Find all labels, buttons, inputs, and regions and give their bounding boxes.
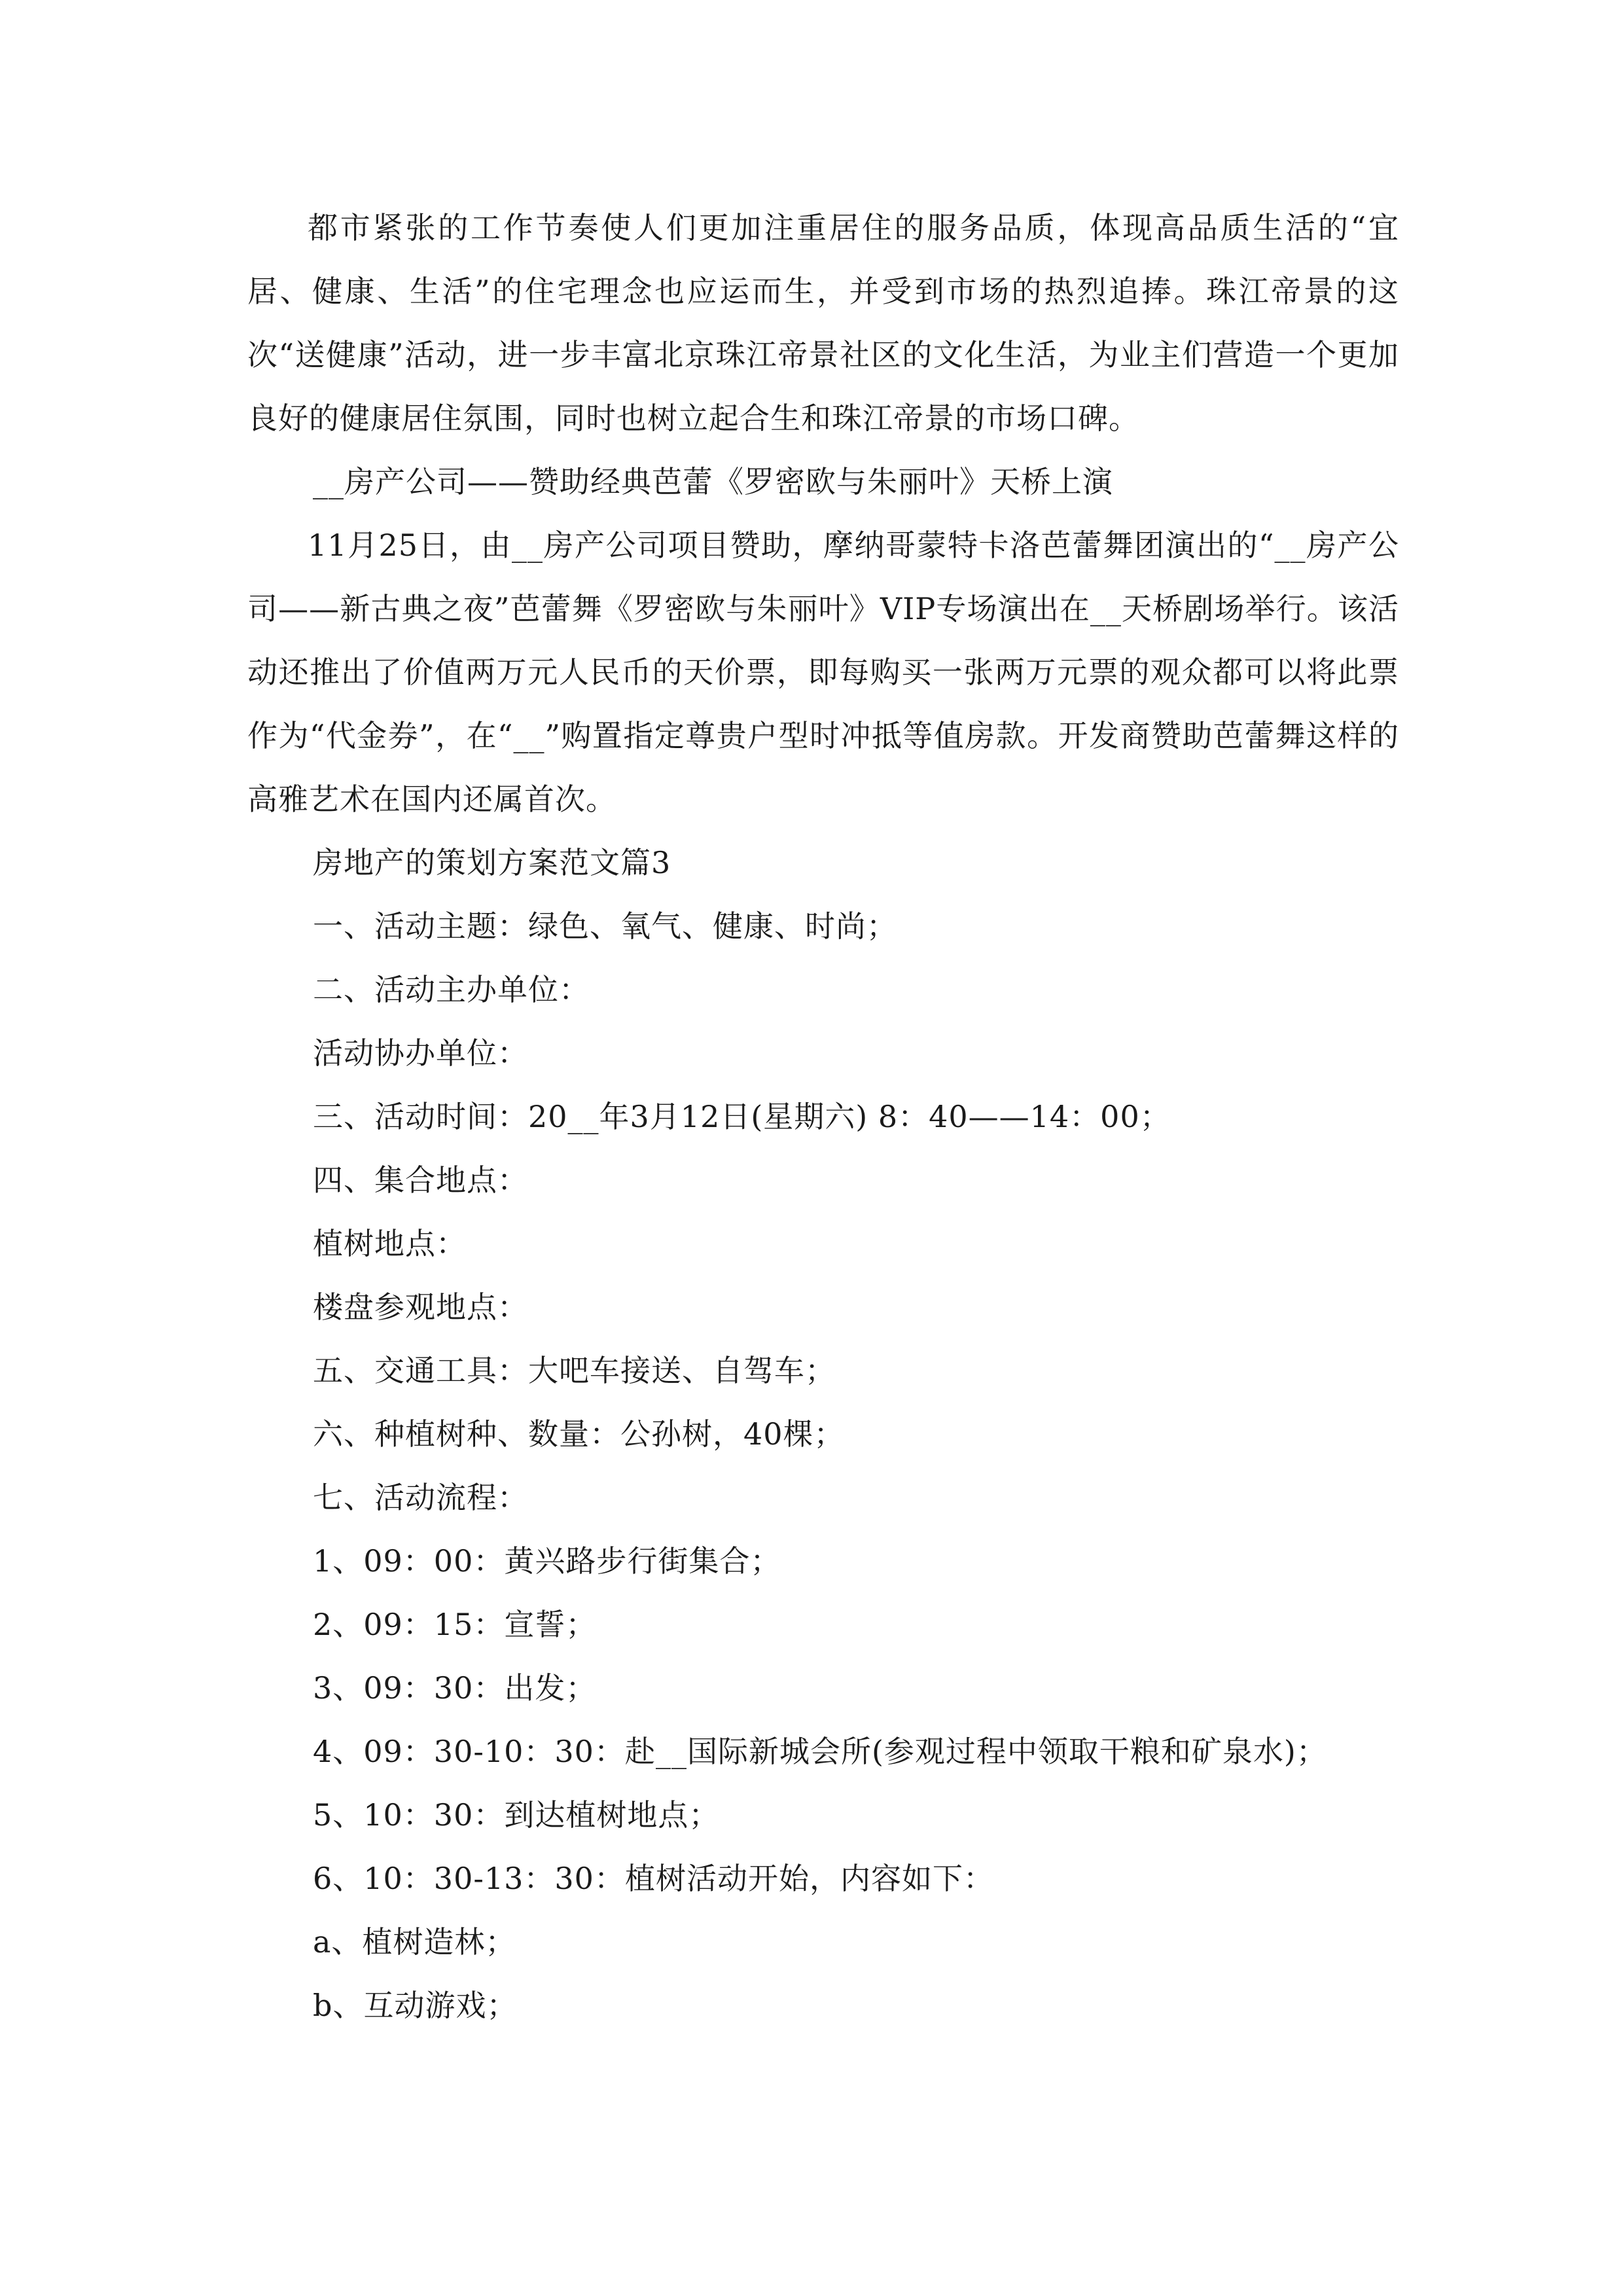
list-item: 三、活动时间：20__年3月12日(星期六) 8：40——14：00； [313,1099,1171,1134]
list-item: 四、集合地点： [313,1162,528,1198]
paragraph-intro: 都市紧张的工作节奏使人们更加注重居住的服务品质，体现高品质生活的“宜居、健康、生活”的住宅理念也应运而生，并受到市场的热烈追捧。珠江帝景的这次“送健康”活动，进一步丰富北京珠江帝景社区的文化生活，为业主们营造一个更加良好的健康居住氛围，同时也树立起合生和珠江帝景的市场口碑。 [247,210,1399,436]
document-body [247,196,1399,2037]
list-item: 六、种植树种、数量：公孙树，40棵； [313,1416,845,1452]
list-item: 活动协办单位： [313,1035,528,1071]
list-item: 5、10：30：到达植树地点； [313,1797,720,1833]
list-item: b、互动游戏； [313,1988,518,2023]
list-item: 1、09：00：黄兴路步行街集合； [313,1543,781,1579]
list-item: 二、活动主办单位： [313,972,590,1007]
list-item: 一、活动主题：绿色、氧气、健康、时尚； [313,908,897,944]
heading-ballet: __房产公司——赞助经典芭蕾《罗密欧与朱丽叶》天桥上演 [313,464,1113,499]
section-title: 房地产的策划方案范文篇3 [313,845,671,880]
list-item: 6、10：30-13：30：植树活动开始，内容如下： [313,1861,994,1896]
list-item: 五、交通工具：大吧车接送、自驾车； [313,1353,836,1388]
list-item: 2、09：15：宣誓； [313,1607,597,1642]
list-item: 植树地点： [313,1226,467,1261]
list-item: 楼盘参观地点： [313,1289,528,1325]
list-item: a、植树造林； [313,1924,516,1960]
list-item: 七、活动流程： [313,1480,528,1515]
list-item: 4、09：30-10：30：赴__国际新城会所(参观过程中领取干粮和矿泉水)； [313,1734,1327,1769]
paragraph-ballet: 11月25日，由__房产公司项目赞助，摩纳哥蒙特卡洛芭蕾舞团演出的“__房产公司——新古典之夜”芭蕾舞《罗密欧与朱丽叶》VIP专场演出在__天桥剧场举行。该活动还推出了价值两万元人民币的天价票，即每购买一张两万元票的观众都可以将此票作为“代金券”，在“__”购置指定尊贵户型时冲抵等值房款。开发商赞助芭蕾舞这样的高雅艺术在国内还属首次。 [247,528,1399,817]
list-item: 3、09：30：出发； [313,1670,597,1706]
